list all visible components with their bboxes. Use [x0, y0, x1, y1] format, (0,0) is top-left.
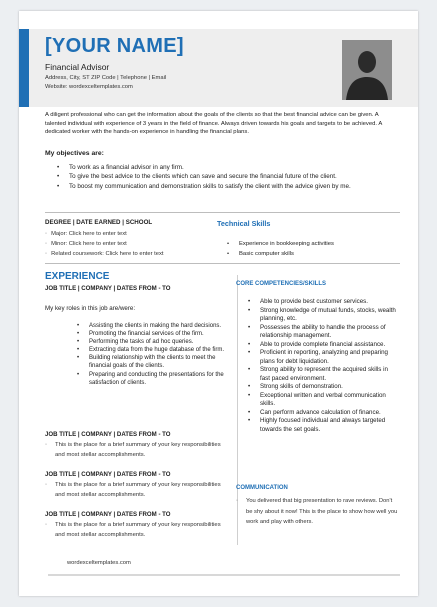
- education-heading[interactable]: DEGREE | DATE EARNED | SCHOOL: [45, 219, 153, 226]
- roles-intro[interactable]: My key roles in this job are/were:: [45, 305, 136, 312]
- job-title[interactable]: Financial Advisor: [45, 62, 110, 72]
- education-coursework[interactable]: ◦ Related coursework: Click here to enter text: [45, 249, 164, 259]
- list-item[interactable]: • Experience in bookkeeping activities: [227, 239, 334, 249]
- list-item[interactable]: • Extracting data from the huge database of the firm.: [77, 346, 229, 354]
- job-summary-3: [45, 480, 230, 500]
- objectives-heading: My objectives are:: [45, 150, 104, 157]
- list-item[interactable]: • Able to provide best customer services.: [248, 298, 398, 307]
- list-item[interactable]: • Proficient in reporting, analyzing and preparing plans for debt liquidation.: [248, 349, 398, 366]
- list-item[interactable]: • Can perform advance calculation of finance.: [248, 409, 398, 418]
- list-item[interactable]: • Able to provide complete financial assistance.: [248, 341, 398, 350]
- education-details: [45, 229, 164, 260]
- core-competencies-list: [248, 298, 398, 434]
- education-major[interactable]: ◦ Major: Click here to enter text: [45, 229, 164, 239]
- resume-page: [19, 11, 418, 596]
- technical-skills-list: [227, 239, 334, 259]
- list-item[interactable]: • Preparing and conducting the presentations for the satisfaction of clients.: [77, 371, 229, 387]
- list-item[interactable]: • To boost my communication and demonstration skills to satisfy the client with the advice given by me.: [57, 182, 402, 191]
- person-silhouette-icon: [342, 40, 392, 100]
- list-item[interactable]: • Exceptional written and verbal communication skills.: [248, 392, 398, 409]
- resume-header: [19, 29, 418, 107]
- job-summary-text[interactable]: ◦ This is the place for a brief summary of your key responsibilities and most stellar accomplishments.: [45, 520, 230, 540]
- job-summary-4: [45, 520, 230, 540]
- profile-photo[interactable]: [342, 40, 392, 100]
- technical-skills-heading: Technical Skills: [217, 219, 271, 228]
- key-roles-list: [77, 322, 229, 387]
- experience-heading: EXPERIENCE: [45, 271, 110, 282]
- contact-info[interactable]: Address, City, ST ZIP Code | Telephone | Email: [45, 75, 167, 81]
- candidate-name[interactable]: [YOUR NAME]: [45, 35, 184, 57]
- list-item[interactable]: • To work as a financial advisor in any firm.: [57, 163, 402, 172]
- list-item[interactable]: • Basic computer skills: [227, 249, 334, 259]
- education-minor[interactable]: ◦ Minor: Click here to enter text: [45, 239, 164, 249]
- job-heading-2[interactable]: JOB TITLE | COMPANY | DATES FROM - TO: [45, 431, 171, 438]
- accent-bar: [19, 29, 29, 107]
- footer-website[interactable]: wordexceltemplates.com: [67, 560, 131, 566]
- list-item[interactable]: • To give the best advice to the clients which can save and secure the financial future of the client.: [57, 172, 402, 181]
- job-heading-4[interactable]: JOB TITLE | COMPANY | DATES FROM - TO: [45, 511, 171, 518]
- communication-section: [236, 496, 398, 528]
- core-competencies-heading: CORE COMPETENCIES/SKILLS: [236, 281, 327, 287]
- communication-heading: COMMUNICATION: [236, 485, 288, 491]
- objectives-list: [57, 163, 402, 191]
- section-divider: [45, 212, 400, 213]
- section-divider: [45, 263, 400, 264]
- job-summary-2: [45, 440, 230, 460]
- list-item[interactable]: • Performing the tasks of ad hoc queries.: [77, 338, 229, 346]
- list-item[interactable]: • Possesses the ability to handle the process of relationship management.: [248, 324, 398, 341]
- website-line[interactable]: Website: wordexceltemplates.com: [45, 84, 133, 90]
- job-heading-3[interactable]: JOB TITLE | COMPANY | DATES FROM - TO: [45, 471, 171, 478]
- communication-text[interactable]: ◦ You delivered that big presentation to rave reviews. Don't be shy about it now! This is the place to show how well you work and play with others.: [236, 496, 398, 528]
- list-item[interactable]: • Strong ability to represent the acquired skills in fast paced environment.: [248, 366, 398, 383]
- professional-summary[interactable]: A diligent professional who can get the information about the goals of the clients so that the best financial advice can be given. A talented individual with experience of 3 years in the field of finance. Always driven towards his goals and targets to be achieved. A dedicated worker with the hands-on experience in handling the financial plans.: [45, 112, 382, 136]
- list-item[interactable]: • Promoting the financial services of the firm.: [77, 330, 229, 338]
- list-item[interactable]: • Building relationship with the clients to meet the financial goals of the clients.: [77, 354, 229, 370]
- job-summary-text[interactable]: ◦ This is the place for a brief summary of your key responsibilities and most stellar accomplishments.: [45, 440, 230, 460]
- list-item[interactable]: • Assisting the clients in making the hard decisions.: [77, 322, 229, 330]
- job-summary-text[interactable]: ◦ This is the place for a brief summary of your key responsibilities and most stellar accomplishments.: [45, 480, 230, 500]
- list-item[interactable]: • Highly focused individual and always targeted towards the set goals.: [248, 417, 398, 434]
- job-heading-1[interactable]: JOB TITLE | COMPANY | DATES FROM - TO: [45, 285, 171, 292]
- list-item[interactable]: • Strong knowledge of mutual funds, stocks, wealth planning, etc.: [248, 307, 398, 324]
- list-item[interactable]: • Strong skills of demonstration.: [248, 383, 398, 392]
- footer-divider: [48, 574, 400, 576]
